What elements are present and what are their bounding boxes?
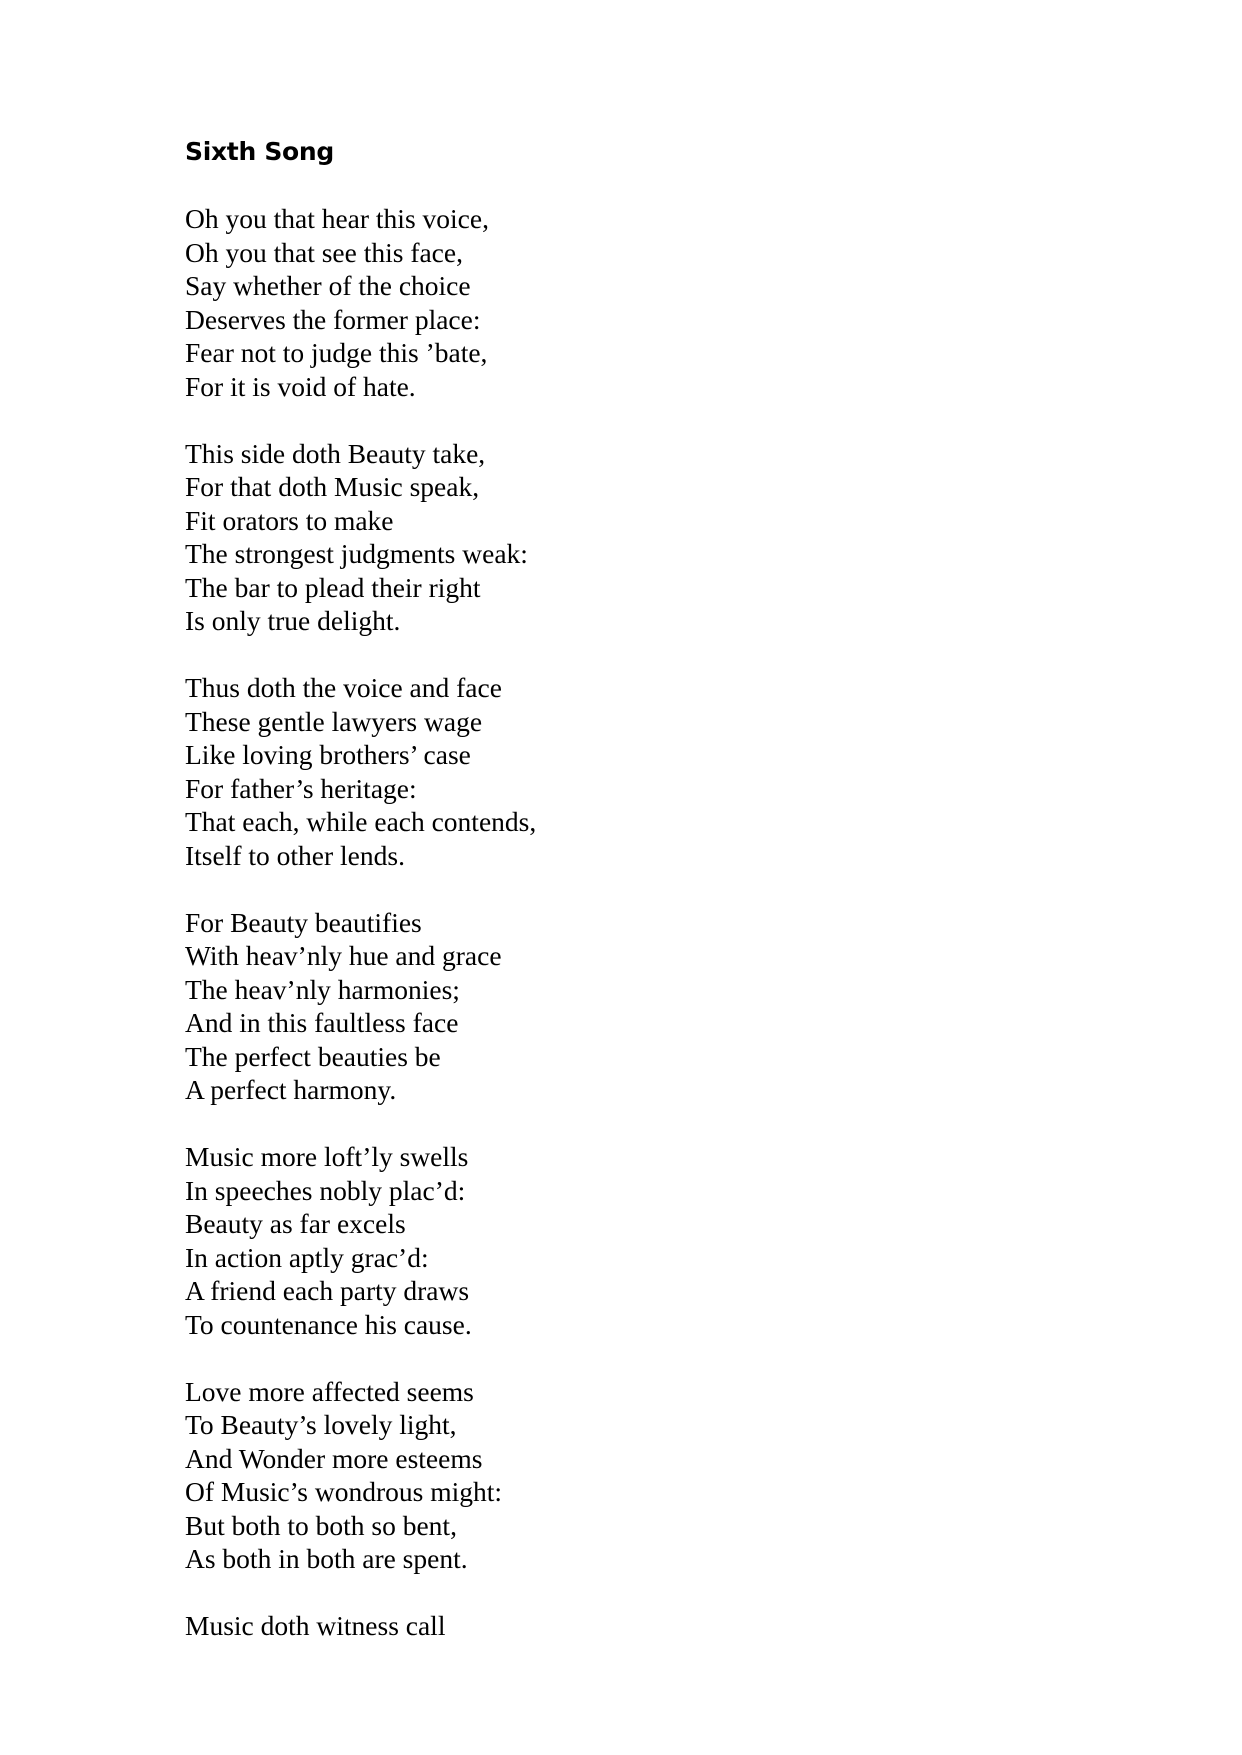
stanza (185, 671, 985, 872)
poem-line: As both in both are spent. (185, 1543, 468, 1574)
page-title: Sixth Song (185, 137, 335, 166)
poem-line: Deserves the former place: (185, 303, 481, 335)
poem-line: Oh you that hear this voice, (185, 203, 489, 234)
stanza (185, 906, 985, 1107)
poem-line: Oh you that see this face, (185, 236, 463, 268)
poem-line: Itself to other lends. (185, 839, 405, 871)
poem-line: These gentle lawyers wage (185, 705, 483, 737)
stanza (185, 1609, 985, 1643)
poem-line: And in this faultless face (185, 1007, 459, 1038)
stanza (185, 202, 985, 403)
poem-line: Say whether of the choice (185, 270, 471, 301)
poem-line: For father’s heritage: (185, 772, 417, 804)
poem-line: To countenance his cause. (185, 1308, 472, 1340)
poem-line: That each, while each contends, (185, 806, 537, 837)
poem-line: In action aptly grac’d: (185, 1241, 429, 1273)
poem-line: The heav’nly harmonies; (185, 973, 460, 1005)
poem-line: For it is void of hate. (185, 370, 416, 402)
poem-line: The perfect beauties be (185, 1040, 441, 1072)
stanza (185, 437, 985, 638)
poem-line: With heav’nly hue and grace (185, 940, 502, 971)
poem-line: In speeches nobly plac’d: (185, 1174, 466, 1206)
poem-line: The strongest judgments weak: (185, 538, 528, 569)
poem-line: Music more loft’ly swells (185, 1141, 469, 1172)
poem-line: Of Music’s wondrous might: (185, 1476, 503, 1507)
poem-line: For that doth Music speak, (185, 471, 480, 502)
poem-line: This side doth Beauty take, (185, 437, 486, 469)
poem-line: Music doth witness call (185, 1610, 446, 1641)
poem-line: A perfect harmony. (185, 1074, 397, 1105)
stanza (185, 1375, 985, 1576)
poem-line: Fit orators to make (185, 504, 394, 536)
poem-line: Fear not to judge this ’bate, (185, 337, 488, 368)
poem-line: Love more affected seems (185, 1375, 474, 1407)
poem-line: The bar to plead their right (185, 571, 481, 603)
poem-body (185, 202, 985, 1676)
poem-line: Thus doth the voice and face (185, 672, 502, 703)
poem-line: To Beauty’s lovely light, (185, 1409, 457, 1440)
poem-line: But both to both so bent, (185, 1509, 457, 1541)
poem-line: Beauty as far excels (185, 1208, 406, 1239)
stanza (185, 1140, 985, 1341)
poem-line: For Beauty beautifies (185, 906, 422, 938)
poem-line: Like loving brothers’ case (185, 739, 471, 770)
poem-line: A friend each party draws (185, 1275, 470, 1306)
poem-line: Is only true delight. (185, 605, 401, 636)
poem-line: And Wonder more esteems (185, 1442, 483, 1474)
